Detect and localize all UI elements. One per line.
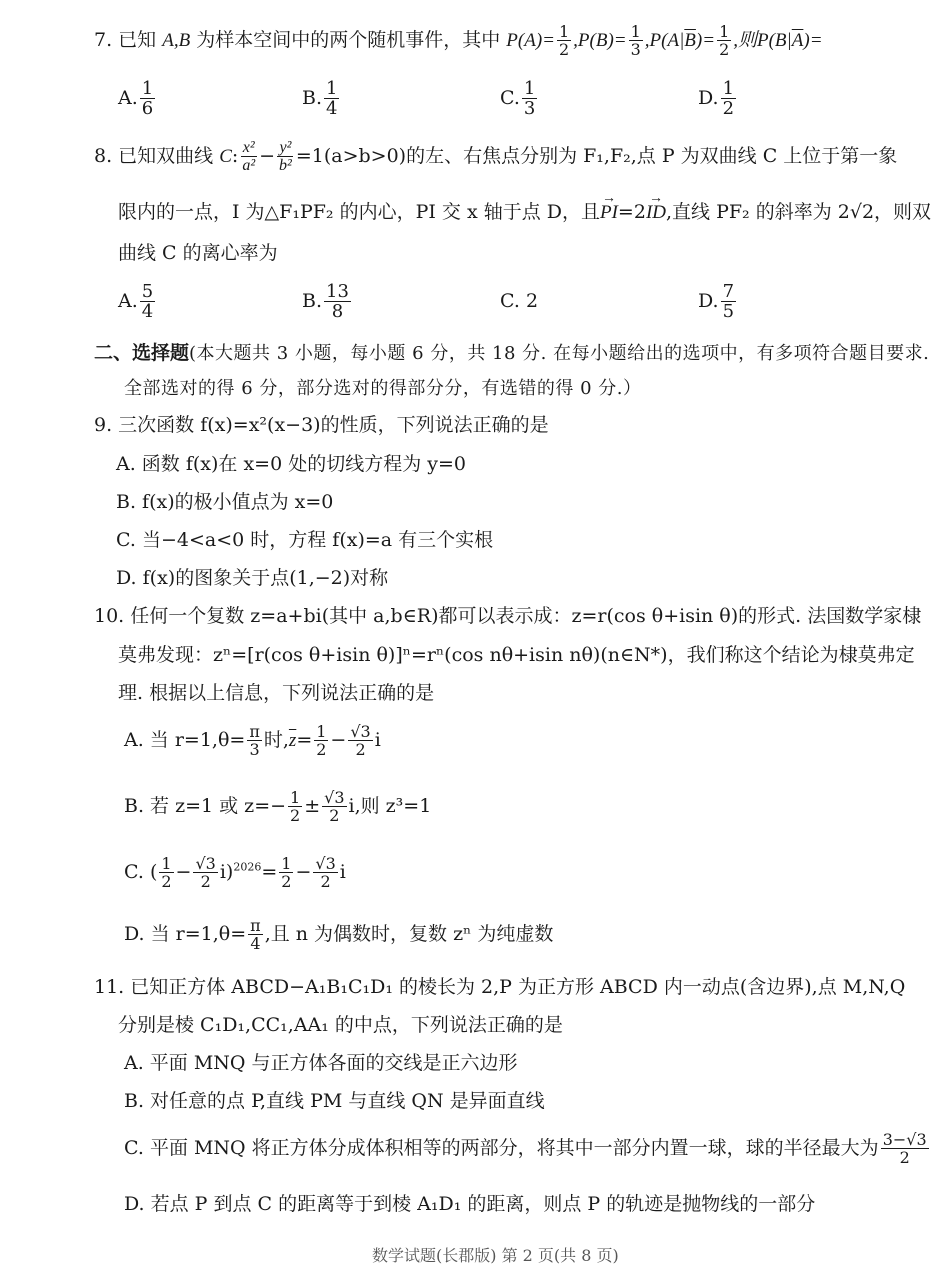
q11-line1: 11. 已知正方体 ABCD−A₁B₁C₁D₁ 的棱长为 2,P 为正方形 ABCD 内一动点(含边界),点 M,N,Q [94, 976, 906, 998]
q7-pb-label: ,P(B)= [573, 30, 627, 51]
choice-letter: C. [500, 290, 520, 312]
q8-choice-c[interactable] [500, 290, 538, 312]
q10-c-root [193, 856, 217, 890]
q10-c-i: i) [219, 861, 234, 883]
frac-num: √3 [195, 854, 216, 873]
q11-choice-d[interactable]: D. 若点 P 到点 C 的距离等于到棱 A₁D₁ 的距离，则点 P 的轨迹是抛物线的一部分 [124, 1193, 816, 1215]
q7-pab-den: 2 [719, 40, 730, 59]
frac-den: 2 [722, 98, 735, 119]
q10-c-eq: = [261, 861, 278, 883]
choice-letter: D. [698, 290, 719, 312]
frac-den: 8 [331, 301, 344, 322]
q10-c-minus2: − [295, 861, 312, 883]
q7-pab-num: 1 [719, 22, 730, 41]
q10-c-i2: i [339, 861, 346, 883]
frac-num: 7 [722, 281, 735, 302]
frac-den: 3 [249, 740, 260, 759]
choice-frac [140, 283, 155, 321]
q8-y-frac [277, 140, 294, 174]
section2-note2: 全部选对的得 6 分，部分选对的得部分分，有选错的得 0 分.） [124, 378, 642, 399]
q8-y2: y² [279, 139, 292, 156]
choice-frac [721, 283, 736, 321]
q7-events: A,B [162, 30, 191, 51]
q7-pab-bar: $\overline{B}$ [684, 30, 696, 51]
q10-b-post: i,则 z³=1 [348, 795, 432, 817]
q11-c-frac [881, 1132, 929, 1166]
q9-choice-d[interactable]: D. f(x)的图象关于点(1,−2)对称 [116, 567, 389, 589]
q7-choice-a[interactable] [118, 80, 157, 118]
frac-num: 1 [722, 78, 735, 99]
q11-choice-b[interactable]: B. 对任意的点 P,直线 PM 与直线 QN 是异面直线 [124, 1090, 545, 1112]
frac-num: √3 [324, 788, 345, 807]
q10-a-i: i [374, 729, 381, 751]
frac-den: 3 [523, 98, 536, 119]
choice-frac [721, 80, 736, 118]
section2-title: 二、选择题 [94, 342, 190, 364]
q8-line1: 8. 已知双曲线 C: $\frac{\text{x²}}{\text{a²}}$ − $\frac{\text{y²}}{\text{b²}}$ =1(a>b>0)的左、右焦点分别为 F₁,F₂,点 P 为双曲线 C 上位于第一象 [94, 139, 898, 174]
frac-den: 2 [281, 872, 292, 891]
q10-choice-c[interactable] [124, 856, 346, 890]
frac-num: 3−√3 [882, 1130, 927, 1149]
section2-heading [94, 342, 929, 365]
frac-den: 5 [722, 301, 735, 322]
choice-frac [140, 80, 155, 118]
q10-a-zbar: $\overline{z}$ [288, 730, 297, 751]
frac-den: 4 [141, 301, 154, 322]
q9-choice-b[interactable]: B. f(x)的极小值点为 x=0 [116, 491, 334, 513]
q8-line1-a: 8. 已知双曲线 [94, 145, 220, 167]
q11-choice-a[interactable]: A. 平面 MNQ 与正方体各面的交线是正六边形 [124, 1052, 518, 1074]
frac-den: 4 [250, 934, 261, 953]
q8-vector-id: → ID [646, 202, 666, 225]
frac-den: 2 [316, 740, 327, 759]
q10-a-theta [247, 724, 262, 758]
q8-curve: C [219, 146, 232, 167]
frac-num: 1 [326, 78, 338, 99]
frac-den: 6 [141, 98, 154, 119]
frac-num: 1 [290, 788, 301, 807]
choice-frac [522, 80, 537, 118]
q8-b2: b² [279, 157, 292, 174]
q8-choice-a[interactable] [118, 283, 157, 321]
frac-num: 1 [523, 78, 536, 99]
q8-vector-pi: → PI [600, 202, 618, 225]
frac-num: √3 [350, 722, 371, 741]
q7-stem-mid: 为样本空间中的两个随机事件，其中 [190, 29, 507, 51]
q10-line3: 理. 根据以上信息，下列说法正确的是 [118, 682, 435, 704]
q10-b-pm: ± [304, 795, 321, 817]
q7-stem [94, 24, 823, 58]
q7-pa-frac [557, 24, 571, 58]
q10-d-pre: D. 当 r=1,θ= [124, 923, 247, 945]
q10-c-root2 [313, 856, 337, 890]
q10-c-exponent: 2026 [233, 860, 262, 874]
q7-pb-den: 3 [630, 40, 641, 59]
q7-pa-label: P(A)= [506, 30, 555, 51]
q10-b-half [288, 790, 302, 824]
q9-stem: 9. 三次函数 f(x)=x²(x−3)的性质，下列说法正确的是 [94, 414, 549, 436]
choice-frac [324, 80, 339, 118]
frac-num: π [250, 916, 261, 935]
q7-pa-den: 2 [558, 40, 570, 59]
frac-num: 1 [141, 78, 154, 99]
q10-a-eq: = [296, 729, 313, 751]
q10-c-half [159, 856, 173, 890]
q7-pb-frac [629, 24, 643, 58]
frac-num: 1 [161, 854, 172, 873]
q7-ask-bar: $\overline{A}$ [791, 30, 804, 51]
q8-line3: 曲线 C 的离心率为 [118, 242, 278, 264]
q10-b-pre: B. 若 z=1 或 z=− [124, 795, 287, 817]
q10-c-pre: C. ( [124, 861, 158, 883]
q10-a-pre: A. 当 r=1,θ= [124, 729, 246, 751]
q7-pab-frac [717, 24, 731, 58]
q7-choice-d[interactable] [698, 80, 738, 118]
q10-choice-b[interactable] [124, 790, 431, 824]
frac-den: 2 [200, 872, 211, 891]
q10-c-half2 [279, 856, 293, 890]
q7-pb-num: 1 [630, 22, 641, 41]
q10-d-post: ,且 n 为偶数时，复数 zⁿ 为纯虚数 [264, 923, 554, 945]
frac-den: 2 [320, 872, 331, 891]
frac-den: 2 [161, 872, 172, 891]
frac-num: 5 [141, 281, 154, 302]
q10-line2: 莫弗发现：zⁿ=[r(cos θ+isin θ)]ⁿ=rⁿ(cos nθ+isin nθ)(n∈N*)，我们称这个结论为棣莫弗定 [118, 644, 915, 666]
q10-d-theta [248, 918, 263, 952]
q11-choice-c[interactable] [124, 1132, 931, 1166]
q10-a-half [314, 724, 328, 758]
q10-c-minus: − [175, 861, 192, 883]
frac-den: 2 [899, 1148, 910, 1167]
choice-text: 2 [525, 290, 539, 312]
frac-den: 4 [326, 98, 338, 119]
frac-den: 2 [290, 806, 301, 825]
q8-a2: a² [242, 157, 256, 174]
frac-num: 1 [316, 722, 327, 741]
q8-line2-a: 限内的一点，I 为△F₁PF₂ 的内心，PI 交 x 轴于点 D，且 [118, 201, 600, 223]
section2-note1: (本大题共 3 小题，每小题 6 分，共 18 分. 在每小题给出的选项中，有多项符合题目要求. [189, 343, 930, 364]
choice-letter: B. [302, 87, 323, 109]
q8-colon: : [231, 145, 239, 167]
q8-x2: x² [242, 139, 255, 156]
q10-line1: 10. 任何一个复数 z=a+bi(其中 a,b∈R)都可以表示成：z=r(cos θ+isin θ)的形式. 法国数学家棣 [94, 605, 922, 627]
q7-ask-label: ,则P(B| [733, 30, 792, 51]
q9-choice-c[interactable]: C. 当−4<a<0 时，方程 f(x)=a 有三个实根 [116, 529, 494, 551]
q11-line2: 分别是棱 C₁D₁,CC₁,AA₁ 的中点，下列说法正确的是 [118, 1014, 563, 1036]
q8-x-frac [240, 140, 257, 174]
q10-b-root [322, 790, 346, 824]
q11-c-pre: C. 平面 MNQ 将正方体分成体积相等的两部分，将其中一部分内置一球，球的半径最大为 [124, 1137, 879, 1159]
choice-letter: B. [302, 290, 323, 312]
choice-letter: C. [500, 87, 520, 109]
q10-choice-d[interactable] [124, 918, 553, 952]
q10-a-minus: − [330, 729, 347, 751]
choice-letter: D. [698, 87, 719, 109]
frac-den: 2 [355, 740, 366, 759]
q8-choice-b[interactable] [302, 283, 353, 321]
q7-stem-start: 7. 已知 [94, 29, 163, 51]
q8-vector-eq: =2 [617, 201, 646, 223]
q7-pa-num: 1 [558, 22, 570, 41]
choice-letter: A. [118, 290, 138, 312]
q10-a-mid: 时, [263, 729, 289, 751]
page-footer: 数学试题(长郡版) 第 2 页(共 8 页) [372, 1246, 619, 1265]
q8-eq-rest: =1(a>b>0)的左、右焦点分别为 F₁,F₂,点 P 为双曲线 C 上位于第一象 [295, 145, 898, 167]
q10-choice-a[interactable] [124, 724, 381, 758]
frac-num: π [249, 722, 260, 741]
frac-num: 1 [281, 854, 292, 873]
frac-num: √3 [315, 854, 336, 873]
q7-pab-close: )= [695, 30, 716, 51]
frac-num: 13 [326, 281, 349, 302]
q10-a-root [348, 724, 372, 758]
choice-frac [324, 283, 351, 321]
q7-ask-close: )= [803, 30, 823, 51]
choice-letter: A. [118, 87, 138, 109]
frac-den: 2 [329, 806, 340, 825]
q7-pab-label: ,P(A| [644, 30, 685, 51]
q9-choice-a[interactable]: A. 函数 f(x)在 x=0 处的切线方程为 y=0 [116, 453, 466, 475]
q8-choice-d[interactable] [698, 283, 738, 321]
q8-line2-b: ,直线 PF₂ 的斜率为 2√2，则双 [666, 201, 932, 223]
q7-choice-c[interactable] [500, 80, 539, 118]
q7-choice-b[interactable] [302, 80, 341, 118]
q8-line2 [118, 201, 931, 225]
